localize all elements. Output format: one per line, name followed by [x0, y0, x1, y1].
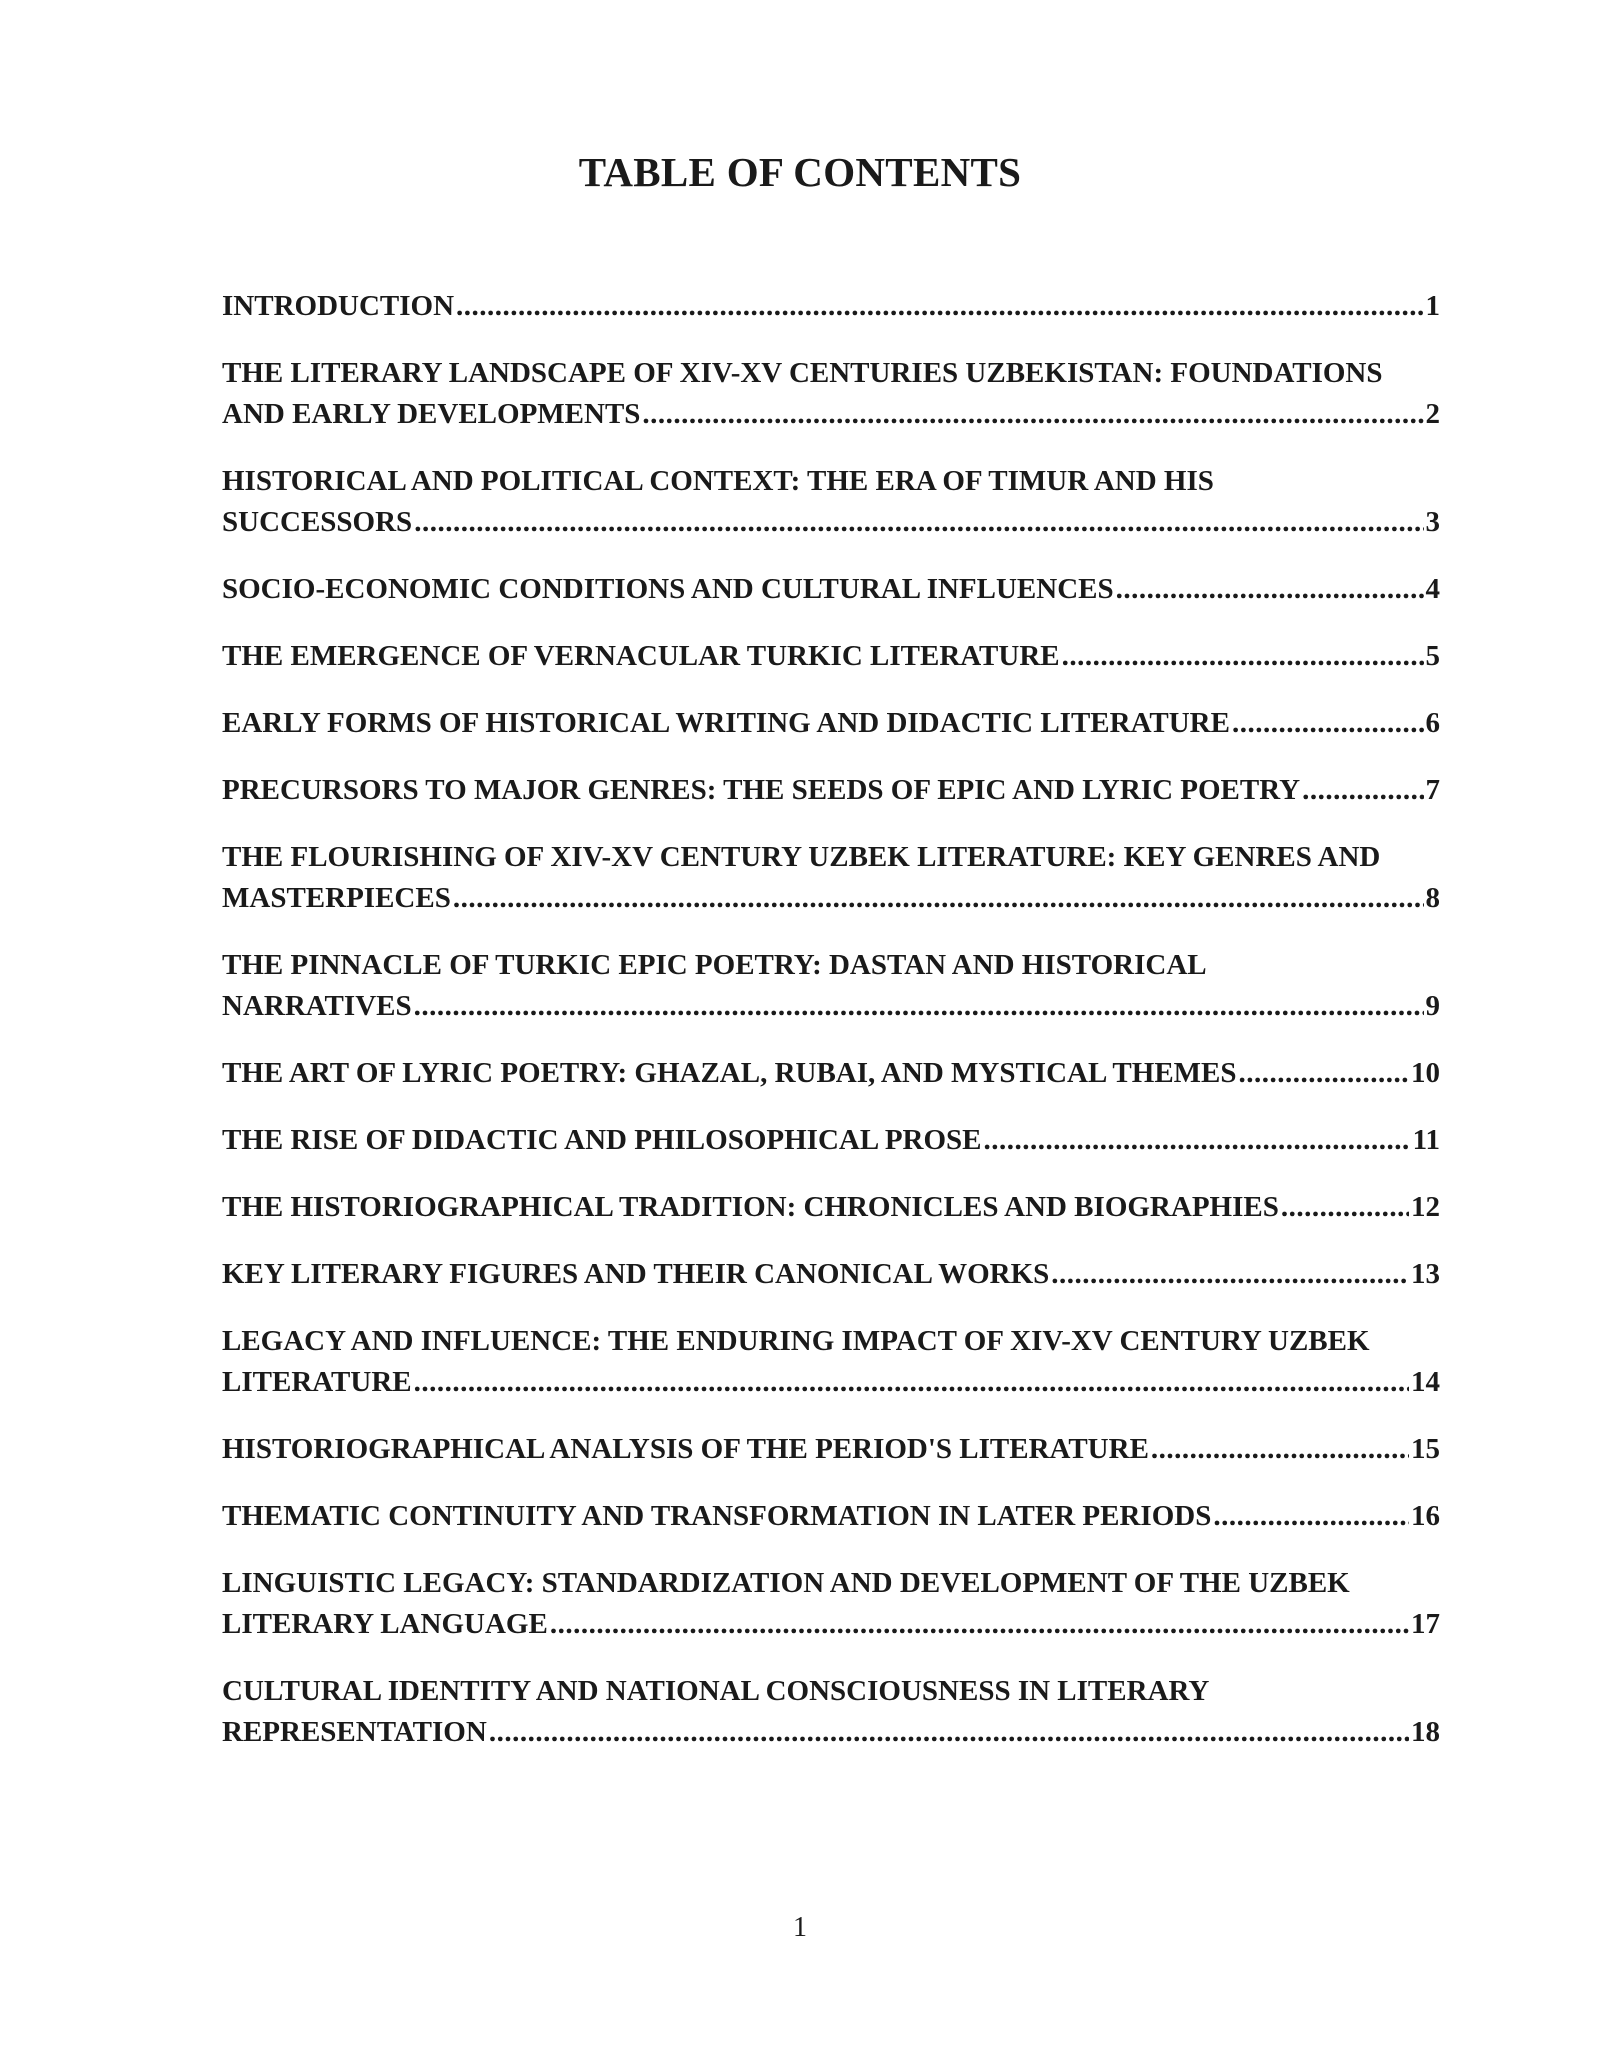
- toc-entry-text: THE EMERGENCE OF VERNACULAR TURKIC LITERATURE: [222, 640, 1060, 672]
- toc-entry[interactable]: [222, 1496, 1442, 1537]
- dot-leader: [1281, 1187, 1409, 1228]
- toc-entry-page: 14: [1411, 1366, 1440, 1398]
- toc-entry-text: LITERARY LANGUAGE: [222, 1608, 548, 1640]
- toc-entry-page: 18: [1411, 1716, 1440, 1748]
- toc-entry[interactable]: [222, 1053, 1442, 1094]
- dot-leader: [414, 1362, 1409, 1403]
- toc-entry-line1: THE LITERARY LANDSCAPE OF XIV-XV CENTURIES UZBEKISTAN: FOUNDATIONS: [222, 357, 1383, 389]
- dot-leader: [1213, 1496, 1409, 1537]
- toc-list: [222, 286, 1442, 1779]
- dot-leader: [550, 1604, 1409, 1645]
- toc-entry-text: REPRESENTATION: [222, 1716, 487, 1748]
- toc-entry[interactable]: [222, 1254, 1442, 1295]
- toc-entry-text: PRECURSORS TO MAJOR GENRES: THE SEEDS OF EPIC AND LYRIC POETRY: [222, 774, 1301, 806]
- toc-entry[interactable]: [222, 1671, 1442, 1753]
- toc-entry-page: 17: [1411, 1608, 1440, 1640]
- toc-entry[interactable]: [222, 837, 1442, 919]
- toc-entry[interactable]: [222, 1321, 1442, 1403]
- toc-entry-text: LITERATURE: [222, 1366, 412, 1398]
- toc-entry-text: SOCIO-ECONOMIC CONDITIONS AND CULTURAL INFLUENCES: [222, 573, 1114, 605]
- toc-entry-page: 4: [1425, 573, 1440, 605]
- dot-leader: [1239, 1053, 1409, 1094]
- toc-entry-text: THEMATIC CONTINUITY AND TRANSFORMATION IN LATER PERIODS: [222, 1500, 1212, 1532]
- toc-entry[interactable]: [222, 945, 1442, 1027]
- toc-entry-line1: CULTURAL IDENTITY AND NATIONAL CONSCIOUSNESS IN LITERARY: [222, 1675, 1210, 1707]
- page-number: 1: [793, 1912, 807, 1943]
- toc-entry-page: 16: [1411, 1500, 1440, 1532]
- toc-entry[interactable]: [222, 1120, 1442, 1161]
- toc-entry-text: HISTORIOGRAPHICAL ANALYSIS OF THE PERIOD'S LITERATURE: [222, 1433, 1149, 1465]
- toc-entry-text: AND EARLY DEVELOPMENTS: [222, 398, 641, 430]
- toc-entry-page: 13: [1411, 1258, 1440, 1290]
- toc-entry-line1: THE PINNACLE OF TURKIC EPIC POETRY: DASTAN AND HISTORICAL: [222, 949, 1207, 981]
- toc-entry[interactable]: [222, 1429, 1442, 1470]
- toc-entry-page: 3: [1425, 506, 1440, 538]
- toc-entry-page: 12: [1411, 1191, 1440, 1223]
- toc-entry-page: 11: [1412, 1124, 1440, 1156]
- toc-entry-text: THE RISE OF DIDACTIC AND PHILOSOPHICAL PROSE: [222, 1124, 982, 1156]
- toc-entry-page: 6: [1425, 707, 1440, 739]
- dot-leader: [1302, 770, 1423, 811]
- toc-entry[interactable]: [222, 636, 1442, 677]
- dot-leader: [489, 1712, 1409, 1753]
- dot-leader: [1062, 636, 1424, 677]
- toc-entry-page: 7: [1425, 774, 1440, 806]
- toc-entry-page: 8: [1425, 882, 1440, 914]
- toc-entry-text: THE ART OF LYRIC POETRY: GHAZAL, RUBAI, AND MYSTICAL THEMES: [222, 1057, 1237, 1089]
- toc-title: TABLE OF CONTENTS: [578, 149, 1022, 195]
- toc-entry-page: 10: [1411, 1057, 1440, 1089]
- toc-entry[interactable]: [222, 1187, 1442, 1228]
- dot-leader: [453, 878, 1424, 919]
- toc-entry-line1: LINGUISTIC LEGACY: STANDARDIZATION AND DEVELOPMENT OF THE UZBEK: [222, 1567, 1350, 1599]
- toc-entry-text: THE HISTORIOGRAPHICAL TRADITION: CHRONICLES AND BIOGRAPHIES: [222, 1191, 1279, 1223]
- toc-entry-text: MASTERPIECES: [222, 882, 451, 914]
- dot-leader: [414, 502, 1423, 543]
- toc-entry-page: 15: [1411, 1433, 1440, 1465]
- toc-entry-line1: LEGACY AND INFLUENCE: THE ENDURING IMPACT OF XIV-XV CENTURY UZBEK: [222, 1325, 1370, 1357]
- toc-entry-text: NARRATIVES: [222, 990, 412, 1022]
- toc-entry[interactable]: [222, 703, 1442, 744]
- toc-entry-page: 2: [1425, 398, 1440, 430]
- toc-entry-line1: HISTORICAL AND POLITICAL CONTEXT: THE ERA OF TIMUR AND HIS: [222, 465, 1214, 497]
- dot-leader: [984, 1120, 1411, 1161]
- dot-leader: [414, 986, 1424, 1027]
- dot-leader: [456, 286, 1423, 327]
- dot-leader: [1232, 703, 1424, 744]
- toc-entry-line1: THE FLOURISHING OF XIV-XV CENTURY UZBEK LITERATURE: KEY GENRES AND: [222, 841, 1381, 873]
- dot-leader: [642, 394, 1423, 435]
- toc-entry-page: 1: [1425, 290, 1440, 322]
- toc-entry-text: KEY LITERARY FIGURES AND THEIR CANONICAL WORKS: [222, 1258, 1050, 1290]
- toc-entry-text: INTRODUCTION: [222, 290, 455, 322]
- toc-entry[interactable]: [222, 770, 1442, 811]
- toc-entry[interactable]: [222, 569, 1442, 610]
- toc-entry[interactable]: [222, 286, 1442, 327]
- toc-entry[interactable]: [222, 1563, 1442, 1645]
- dot-leader: [1151, 1429, 1409, 1470]
- dot-leader: [1116, 569, 1424, 610]
- toc-entry[interactable]: [222, 461, 1442, 543]
- dot-leader: [1051, 1254, 1409, 1295]
- toc-entry-page: 5: [1425, 640, 1440, 672]
- toc-entry-text: EARLY FORMS OF HISTORICAL WRITING AND DIDACTIC LITERATURE: [222, 707, 1230, 739]
- toc-entry-page: 9: [1425, 990, 1440, 1022]
- toc-entry[interactable]: [222, 353, 1442, 435]
- toc-entry-text: SUCCESSORS: [222, 506, 413, 538]
